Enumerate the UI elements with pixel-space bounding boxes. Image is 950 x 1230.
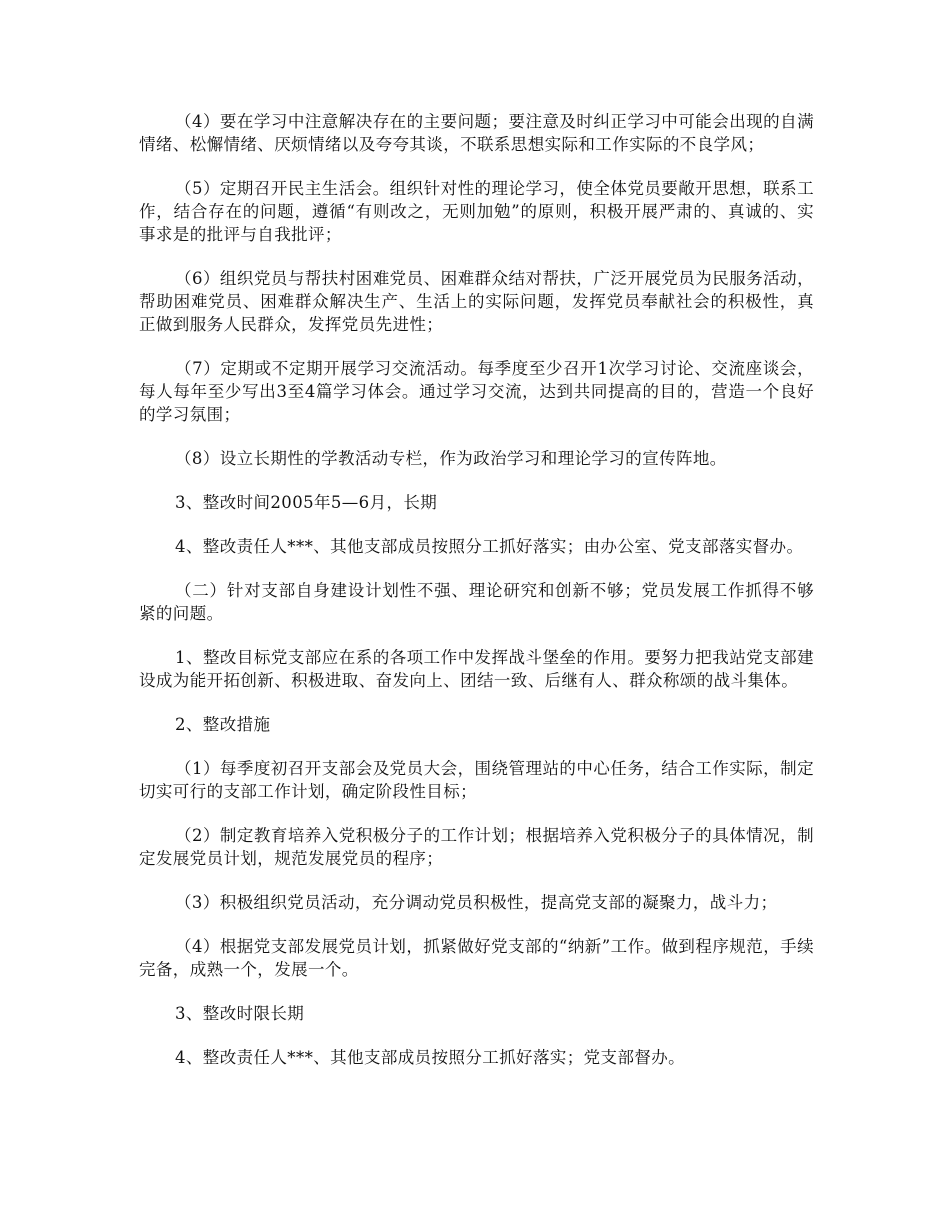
paragraph-democratic-life-meeting: （5）定期召开民主生活会。组织针对性的理论学习，使全体党员要敞开思想，联系工作，结合存在的问题，遵循“有则改之，无则加勉”的原则，积极开展严肃的、真诚的、实事求是的批评与自我批评； [139, 179, 814, 244]
paragraph-responsible-person: 4、整改责任人***、其他支部成员按照分工抓好落实；由办公室、党支部落实督办。 [175, 537, 804, 556]
paragraph-activity-column: （8）设立长期性的学教活动专栏，作为政治学习和理论学习的宣传阵地。 [175, 449, 727, 468]
paragraph-pairing-assistance: （6）组织党员与帮扶村困难党员、困难群众结对帮扶，广泛开展党员为民服务活动，帮助困难党员、困难群众解决生产、生活上的实际问题，发挥党员奉献社会的积极性，真正做到服务人民群众，发挥党员先进性； [139, 269, 814, 334]
paragraph-time-limit: 3、整改时限长期 [175, 1004, 305, 1023]
paragraph-rectification-measures-heading: 2、整改措施 [175, 715, 271, 734]
paragraph-rectification-goal: 1、整改目标党支部应在系的各项工作中发挥战斗堡垒的作用。要努力把我站党支部建设成为能开拓创新、积极进取、奋发向上、团结一致、后继有人、群众称颂的战斗集体。 [139, 648, 814, 690]
paragraph-party-activities: （3）积极组织党员活动，充分调动党员积极性，提高党支部的凝聚力，战斗力； [175, 893, 778, 912]
paragraph-section-two-heading: （二）针对支部自身建设计划性不强、理论研究和创新不够；党员发展工作抓得不够紧的问题。 [139, 581, 814, 623]
paragraph-rectification-time: 3、整改时间2005年5—6月，长期 [175, 493, 438, 512]
document-body [139, 110, 814, 1090]
paragraph-responsible-person-2: 4、整改责任人***、其他支部成员按照分工抓好落实；党支部督办。 [175, 1048, 686, 1067]
paragraph-training-plan: （2）制定教育培养入党积极分子的工作计划；根据培养入党积极分子的具体情况，制定发展党员计划，规范发展党员的程序； [139, 826, 814, 868]
paragraph-new-members: （4）根据党支部发展党员计划，抓紧做好党支部的“纳新”工作。做到程序规范，手续完备，成熟一个，发展一个。 [139, 937, 814, 979]
paragraph-quarterly-meeting: （1）每季度初召开支部会及党员大会，围绕管理站的中心任务，结合工作实际，制定切实可行的支部工作计划，确定阶段性目标； [139, 759, 814, 801]
paragraph-study-problems: （4）要在学习中注意解决存在的主要问题；要注意及时纠正学习中可能会出现的自满情绪、松懈情绪、厌烦情绪以及夸夸其谈，不联系思想实际和工作实际的不良学风； [139, 112, 814, 154]
paragraph-study-exchange: （7）定期或不定期开展学习交流活动。每季度至少召开1次学习讨论、交流座谈会，每人每年至少写出3至4篇学习体会。通过学习交流，达到共同提高的目的，营造一个良好的学习氛围； [139, 359, 814, 424]
